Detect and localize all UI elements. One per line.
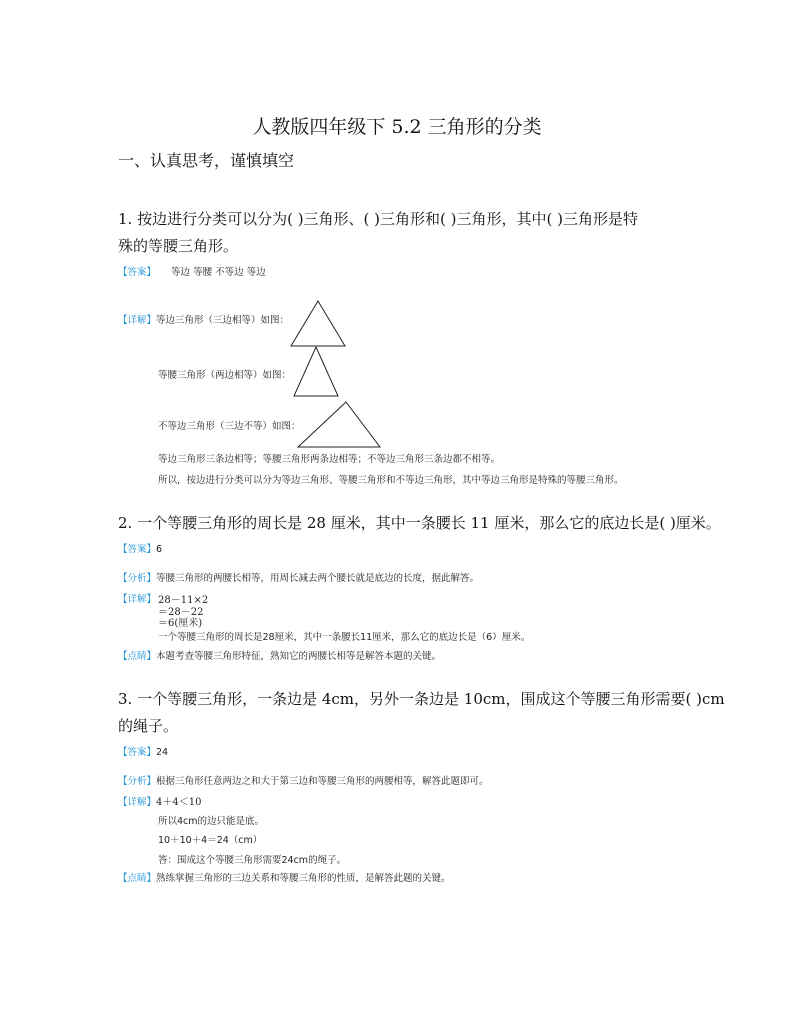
q3-detail-line1: 所以4cm的边只能是底。 xyxy=(158,816,265,827)
scalene-triangle xyxy=(296,400,384,450)
q2-comment xyxy=(118,648,441,662)
q1-detail-isosceles: 等腰三角形（两边相等）如图： xyxy=(158,370,292,381)
detail-tag: 【详解】 xyxy=(118,797,157,808)
q3-comment-text: 熟练掌握三角形的三边关系和等腰三角形的性质，是解答此题的关键。 xyxy=(156,873,451,884)
q2-calc1: 28－11×2 xyxy=(158,595,209,606)
q3-answer xyxy=(118,744,168,758)
q3-analysis-text: 根据三角形任意两边之和大于第三边和等腰三角形的两腰相等，解答此题即可。 xyxy=(156,776,489,787)
q2-answer-text: 6 xyxy=(156,544,163,555)
q3-line1: 3. 一个等腰三角形，一条边是 4cm，另外一条边是 10cm，围成这个等腰三角形需要( )cm xyxy=(118,690,725,708)
comment-tag: 【点睛】 xyxy=(118,651,157,662)
q2-analysis xyxy=(118,570,479,584)
q1-detail-line1: 等边三角形三条边相等；等腰三角形两条边相等；不等边三角形三条边都不相等。 xyxy=(158,454,501,465)
q3-calc1: 4＋4＜10 xyxy=(156,797,202,808)
page-title: 人教版四年级下 5.2 三角形的分类 xyxy=(252,116,542,138)
q2-calc2: ＝28－22 xyxy=(158,607,204,618)
q2-comment-text: 本题考查等腰三角形特征，熟知它的两腰长相等是解答本题的关键。 xyxy=(156,651,442,662)
equilateral-triangle xyxy=(290,300,346,348)
q2-detail-line: 一个等腰三角形的周长是28厘米，其中一条腰长11厘米，那么它的底边长是（6）厘米。 xyxy=(158,632,531,643)
q1-detail-scalene: 不等边三角形（三边不等）如图： xyxy=(158,421,301,432)
comment-tag: 【点睛】 xyxy=(118,873,157,884)
q1-detail-equilateral xyxy=(118,312,289,326)
q1-line1: 1. 按边进行分类可以分为( )三角形、( )三角形和( )三角形，其中( )三角形是特 xyxy=(118,210,638,228)
q3-line2: 的绳子。 xyxy=(118,717,179,735)
analysis-tag: 【分析】 xyxy=(118,573,157,584)
q3-calc2: 10＋10＋4＝24（cm） xyxy=(158,835,263,846)
q1-detail-line2: 所以，按边进行分类可以分为等边三角形、等腰三角形和不等边三角形，其中等边三角形是特殊的等腰三角形。 xyxy=(158,475,624,486)
q3-detail xyxy=(118,793,201,808)
q3-comment xyxy=(118,870,451,884)
q3-detail-line2: 答：围成这个等腰三角形需要24cm的绳子。 xyxy=(158,855,347,866)
q3-analysis xyxy=(118,773,489,787)
q2-answer xyxy=(118,541,162,555)
section-heading: 一、认真思考，谨慎填空 xyxy=(118,151,295,170)
q2-analysis-text: 等腰三角形的两腰长相等，用周长减去两个腰长就是底边的长度，据此解答。 xyxy=(156,573,480,584)
q3-answer-text: 24 xyxy=(156,747,169,758)
q2-calc3: ＝6(厘米) xyxy=(158,618,203,629)
q2-detail xyxy=(118,591,156,605)
q2-line1: 2. 一个等腰三角形的周长是 28 厘米，其中一条腰长 11 厘米，那么它的底边长是( )厘米。 xyxy=(118,514,721,532)
q1-answer xyxy=(118,264,266,278)
detail-tag: 【详解】 xyxy=(118,315,157,326)
detail-tag: 【详解】 xyxy=(118,594,157,605)
q1-line2: 殊的等腰三角形。 xyxy=(118,237,239,255)
answer-tag: 【答案】 xyxy=(118,747,157,758)
answer-tag: 【答案】 xyxy=(118,544,157,555)
analysis-tag: 【分析】 xyxy=(118,776,157,787)
answer-tag: 【答案】 xyxy=(118,267,157,278)
q1-answer-text: 等边 等腰 不等边 等边 xyxy=(171,267,266,278)
q1-detail-eq-text: 等边三角形（三边相等）如图： xyxy=(156,315,290,326)
isosceles-triangle xyxy=(292,346,340,398)
